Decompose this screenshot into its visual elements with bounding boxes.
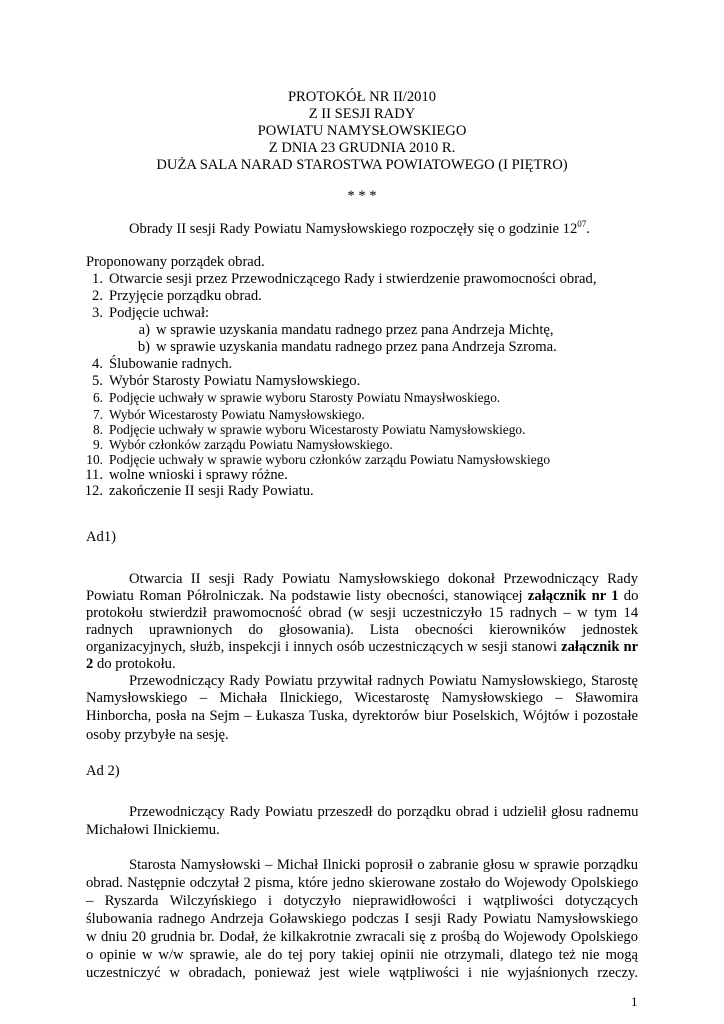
- paragraph-line: Starosta Namysłowski – Michał Ilnicki poprosił o zabranie głosu w sprawie porządku: [129, 857, 638, 873]
- agenda-subitem-text: w sprawie uzyskania mandatu radnego przez pana Andrzeja Szroma.: [156, 339, 557, 355]
- agenda-subitem: [134, 321, 554, 339]
- agenda-item-text: wolne wnioski i sprawy różne.: [109, 467, 288, 483]
- agenda-item-text: Ślubowanie radnych.: [109, 356, 233, 372]
- agenda-item: [81, 304, 209, 322]
- paragraph-line: [86, 587, 638, 605]
- paragraph-line: Przewodniczący Rady Powiatu przeszedł do porządku obrad i udzielił głosu radnemu: [129, 804, 638, 820]
- paragraph-line: – Ryszarda Wilczyńskiego i dotyczyło nieprawidłowości i wątpliwości dotyczących: [86, 893, 638, 909]
- agenda-item-text: Podjęcie uchwały w sprawie wyboru Wicestarosty Powiatu Namysłowskiego.: [109, 422, 526, 437]
- attachment-2-reference: załącznik nr: [561, 639, 638, 655]
- county-title: POWIATU NAMYSŁOWSKIEGO: [257, 123, 467, 139]
- agenda-subitem: [134, 338, 557, 356]
- paragraph-line: w dniu 20 grudnia br. Dodał, że kilkakrotnie zwracali się z prośbą do Wojewody Opolskiego: [86, 929, 638, 945]
- agenda-heading: Proponowany porządek obrad.: [86, 254, 265, 270]
- agenda-item: [81, 372, 360, 390]
- agenda-item-number: 7.: [92, 407, 103, 422]
- protocol-title: PROTOKÓŁ NR II/2010: [287, 89, 437, 105]
- agenda-item-number: 9.: [92, 437, 103, 452]
- paragraph-line: [86, 655, 176, 673]
- agenda-item-number: 4.: [92, 356, 103, 372]
- agenda-item: [81, 287, 262, 305]
- agenda-item: [81, 355, 232, 373]
- agenda-item: [81, 389, 500, 407]
- paragraph-line: uczestniczyć w obradach, ponieważ jest wiele wątpliwości i nie wyjaśnionych rzeczy.: [86, 965, 638, 981]
- attachment-2-number: 2: [86, 656, 94, 672]
- paragraph-line: obrad. Następnie odczytał 2 pisma, które jedno skierowane zostało do Wojewody Opolskiego: [86, 875, 638, 891]
- paragraph-line: Namysłowskiego – Michała Ilnickiego, Wicestarostę Namysłowskiego – Sławomira: [86, 690, 638, 706]
- paragraph-text: do: [623, 588, 638, 604]
- agenda-item-text: Podjęcie uchwały w sprawie wyboru członków zarządu Powiatu Namysłowskiego: [109, 452, 551, 467]
- paragraph-text: organizacyjnych, służb, inspekcji i innych osób uczestniczących w sesji stanowi: [86, 639, 558, 655]
- agenda-subitem-text: w sprawie uzyskania mandatu radnego przez pana Andrzeja Michtę,: [156, 322, 554, 338]
- opening-sentence: [129, 220, 590, 238]
- agenda-subitem-letter: a): [138, 322, 150, 338]
- opening-text: Obrady II sesji Rady Powiatu Namysłowskiego rozpoczęły się o godzinie 12: [129, 221, 578, 237]
- agenda-item-text: Wybór Wicestarosty Powiatu Namysłowskiego.: [109, 407, 365, 422]
- paragraph-line: o opinie w w/w sprawie, ale do tej pory takiej opinii nie otrzymali, dlatego też nie mogą: [86, 947, 638, 963]
- paragraph-line: radnych uprawnionych do głosowania). Lista obecności kierowników jednostek: [86, 622, 638, 638]
- agenda-item-number: 2.: [92, 288, 103, 304]
- agenda-subitem-letter: b): [137, 339, 150, 355]
- paragraph-line: [86, 638, 638, 656]
- paragraph-line: Przewodniczący Rady Powiatu przywitał radnych Powiatu Namysłowskiego, Starostę: [129, 673, 638, 689]
- agenda-item-text: Wybór Starosty Powiatu Namysłowskiego.: [109, 373, 361, 389]
- agenda-item-number: 6.: [92, 390, 103, 405]
- attachment-1-reference: załącznik nr 1: [527, 588, 619, 604]
- agenda-item-text: Wybór członków zarządu Powiatu Namysłowskiego.: [109, 437, 393, 452]
- section-heading-ad2: Ad 2): [86, 763, 120, 779]
- agenda-item-number: 10.: [86, 452, 103, 467]
- agenda-item-number: 11.: [85, 467, 103, 483]
- agenda-item-text: Podjęcie uchwał:: [109, 305, 210, 321]
- section-heading-ad1: Ad1): [86, 529, 116, 545]
- separator-stars: * * *: [347, 188, 377, 204]
- paragraph-line: protokołu stwierdził prawomocność obrad (w sesji uczestniczyło 15 radnych – w tym 14: [86, 605, 638, 621]
- agenda-item-number: 5.: [92, 373, 103, 389]
- agenda-item-text: Otwarcie sesji przez Przewodniczącego Rady i stwierdzenie prawomocności obrad,: [109, 271, 597, 287]
- agenda-item-number: 1.: [92, 271, 103, 287]
- paragraph-line: Otwarcia II sesji Rady Powiatu Namysłowskiego dokonał Przewodniczący Rady: [129, 571, 638, 587]
- agenda-item-number: 8.: [92, 422, 103, 437]
- agenda-item: [81, 482, 314, 500]
- paragraph-line: ślubowania radnego Andrzeja Goławskiego podczas I sesji Rady Powiatu Namysłowskiego: [86, 911, 638, 927]
- page-number: 1: [631, 994, 638, 1009]
- opening-tail: .: [586, 221, 590, 237]
- agenda-item: [81, 270, 596, 288]
- paragraph-text: do protokołu.: [96, 656, 176, 672]
- agenda-item-text: Podjęcie uchwały w sprawie wyboru Starosty Powiatu Nmaysłwoskiego.: [109, 390, 501, 405]
- agenda-item-number: 3.: [92, 305, 103, 321]
- paragraph-line: Michałowi Ilnickiemu.: [86, 822, 220, 838]
- paragraph-line: Hinborcha, posła na Sejm – Łukasza Tuska, dyrektorów biur Poselskich, Wójtów i pozostałe: [86, 708, 638, 724]
- paragraph-line: osoby przybyłe na sesję.: [86, 727, 229, 743]
- opening-time-minutes: 07: [577, 219, 587, 229]
- agenda-item-number: 12.: [84, 483, 103, 499]
- paragraph-text: Powiatu Roman Półrolniczak. Na podstawie listy obecności, stanowiącej: [86, 588, 523, 604]
- agenda-item-text: Przyjęcie porządku obrad.: [109, 288, 262, 304]
- agenda-item-text: zakończenie II sesji Rady Powiatu.: [109, 483, 314, 499]
- date-title: Z DNIA 23 GRUDNIA 2010 R.: [268, 140, 456, 156]
- venue-title: DUŻA SALA NARAD STAROSTWA POWIATOWEGO (I PIĘTRO): [156, 157, 568, 173]
- session-title: Z II SESJI RADY: [308, 106, 416, 122]
